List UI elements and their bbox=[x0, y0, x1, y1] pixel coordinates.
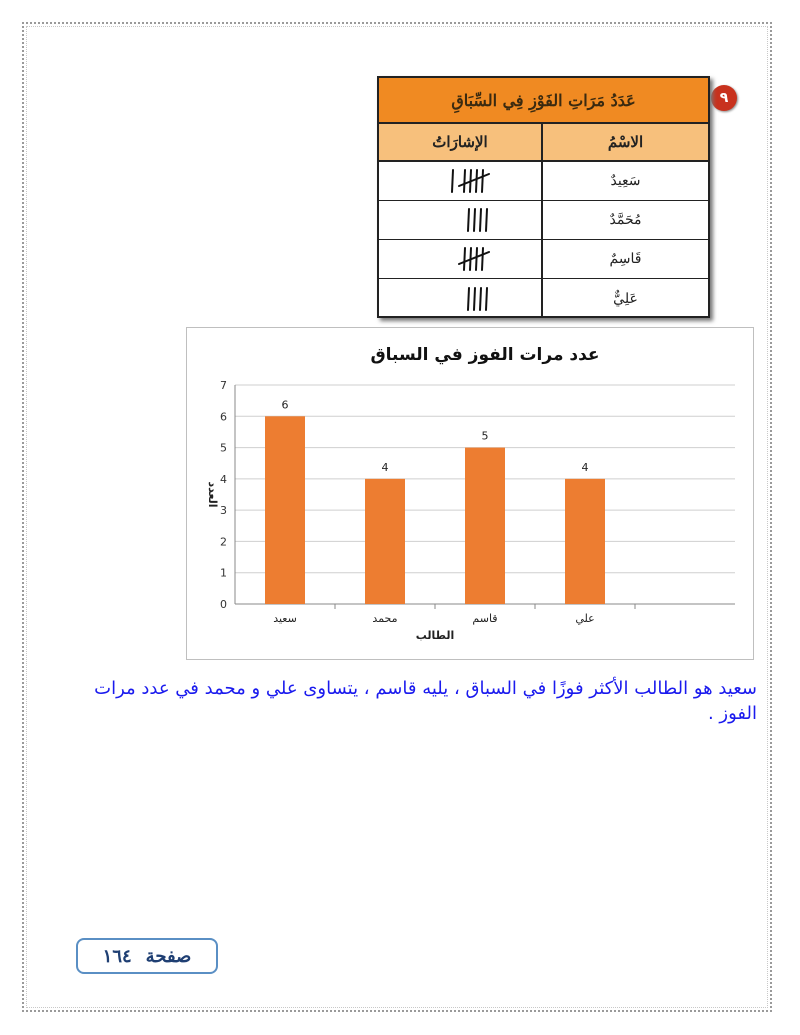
page-number-label bbox=[76, 938, 218, 974]
tally-stroke bbox=[476, 248, 477, 270]
bar-chart-svg bbox=[187, 328, 753, 659]
tally-marks bbox=[425, 205, 495, 235]
tally-name-cell: عَلِيٌّ bbox=[613, 290, 638, 307]
tally-marks bbox=[425, 244, 495, 274]
header-marks: الإشارَاتُ bbox=[379, 124, 543, 160]
tally-name-cell: قَاسِمٌ bbox=[609, 251, 642, 267]
x-axis-label: الطالب bbox=[415, 629, 455, 642]
tally-name-cell: مُحَمَّدٌ bbox=[609, 212, 642, 228]
tally-marks-cell bbox=[379, 162, 543, 200]
y-tick-label: 4 bbox=[220, 472, 227, 486]
y-tick-label: 6 bbox=[220, 410, 227, 424]
y-tick-label: 5 bbox=[220, 441, 227, 455]
answer-text: سعيد هو الطالب الأكثر فوزًا في السباق ، يليه قاسم ، يتساوى علي و محمد في عدد مرات الفوز . bbox=[94, 678, 757, 724]
tally-table-header bbox=[379, 124, 708, 162]
data-label: 4 bbox=[381, 460, 389, 474]
bar bbox=[365, 479, 405, 604]
x-tick-label: سعيد bbox=[273, 612, 297, 625]
x-tick-label: علي bbox=[575, 612, 595, 625]
tally-stroke bbox=[474, 288, 475, 310]
tally-row bbox=[379, 162, 708, 201]
data-label: 6 bbox=[281, 398, 289, 412]
page-number: ١٦٤ bbox=[102, 945, 132, 967]
data-label: 5 bbox=[481, 429, 489, 443]
bar bbox=[465, 448, 505, 604]
chart-title: عدد مرات الفوز في السباق bbox=[370, 345, 600, 365]
tally-stroke bbox=[452, 170, 453, 192]
tally-marks-cell bbox=[379, 201, 543, 239]
tally-stroke bbox=[482, 248, 483, 270]
y-tick-label: 0 bbox=[220, 598, 227, 611]
x-tick-label: محمد bbox=[372, 612, 398, 625]
tally-stroke bbox=[464, 170, 465, 192]
x-tick-label: قاسم bbox=[472, 612, 498, 625]
tally-table-title: عَدَدُ مَرَاتِ الفَوْزِ فِي السِّبَاقِ bbox=[379, 78, 708, 124]
data-label: 4 bbox=[581, 460, 589, 474]
bar-chart bbox=[186, 327, 754, 660]
bar bbox=[565, 479, 605, 604]
tally-stroke bbox=[468, 288, 469, 310]
header-name: الاسْمُ bbox=[607, 133, 644, 151]
tally-stroke bbox=[474, 209, 475, 231]
y-tick-label: 2 bbox=[220, 535, 227, 549]
tally-stroke bbox=[486, 288, 487, 310]
tally-stroke bbox=[459, 252, 489, 264]
y-tick-label: 1 bbox=[220, 566, 227, 580]
page-word: صفحة bbox=[145, 945, 192, 967]
tally-stroke bbox=[486, 209, 487, 231]
tally-stroke bbox=[480, 209, 481, 231]
y-axis-label: العدد bbox=[206, 481, 219, 508]
tally-stroke bbox=[468, 209, 469, 231]
tally-name-cell: سَعِيدٌ bbox=[610, 173, 641, 189]
bar bbox=[265, 416, 305, 604]
tally-marks bbox=[425, 284, 495, 314]
tally-row bbox=[379, 240, 708, 279]
tally-row bbox=[379, 201, 708, 240]
question-number-badge: ٩ bbox=[711, 85, 737, 111]
tally-row bbox=[379, 279, 708, 318]
tally-stroke bbox=[464, 248, 465, 270]
tally-table bbox=[377, 76, 710, 318]
tally-marks-cell bbox=[379, 240, 543, 278]
tally-stroke bbox=[459, 174, 489, 186]
tally-stroke bbox=[476, 170, 477, 192]
tally-marks bbox=[425, 166, 495, 196]
tally-marks-cell bbox=[379, 279, 543, 318]
tally-stroke bbox=[482, 170, 483, 192]
tally-stroke bbox=[480, 288, 481, 310]
y-tick-label: 7 bbox=[220, 379, 227, 392]
y-tick-label: 3 bbox=[220, 504, 227, 518]
